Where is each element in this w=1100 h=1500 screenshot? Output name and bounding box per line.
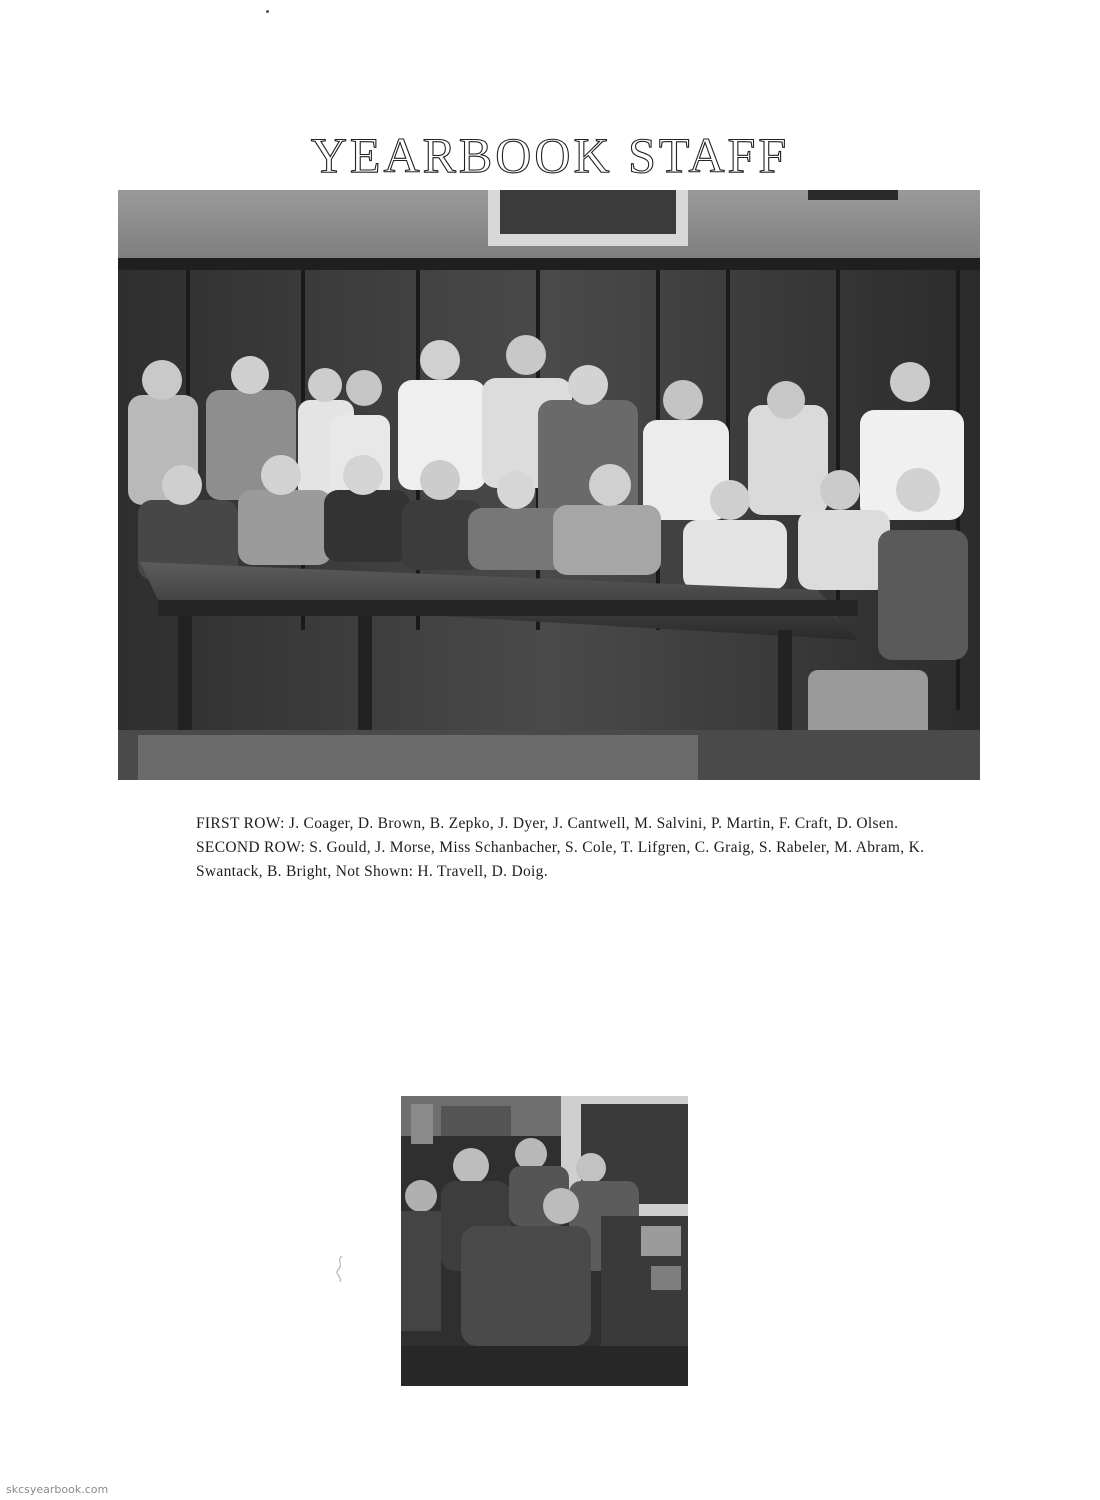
staff-group-photo bbox=[118, 190, 980, 780]
candid-photo-illustration bbox=[401, 1096, 688, 1386]
site-watermark: skcsyearbook.com bbox=[6, 1483, 109, 1496]
print-speck bbox=[266, 10, 269, 13]
staff-caption: FIRST ROW: J. Coager, D. Brown, B. Zepko, J. Dyer, J. Cantwell, M. Salvini, P. Martin, F. Craft, D. Olsen. SECOND ROW: S. Gould, J. Morse, Miss Schanbacher, S. Cole, T. Lifgren, C. Graig, S. Rabeler, M. Abram, K. Swantack, B. Bright, Not Shown: H. Travell, D. Doig. bbox=[196, 814, 925, 880]
staff-candid-photo bbox=[401, 1096, 688, 1386]
group-photo-illustration bbox=[118, 190, 980, 780]
pencil-mark bbox=[334, 1254, 346, 1284]
page-title: YEARBOOK STAFF bbox=[310, 126, 790, 183]
